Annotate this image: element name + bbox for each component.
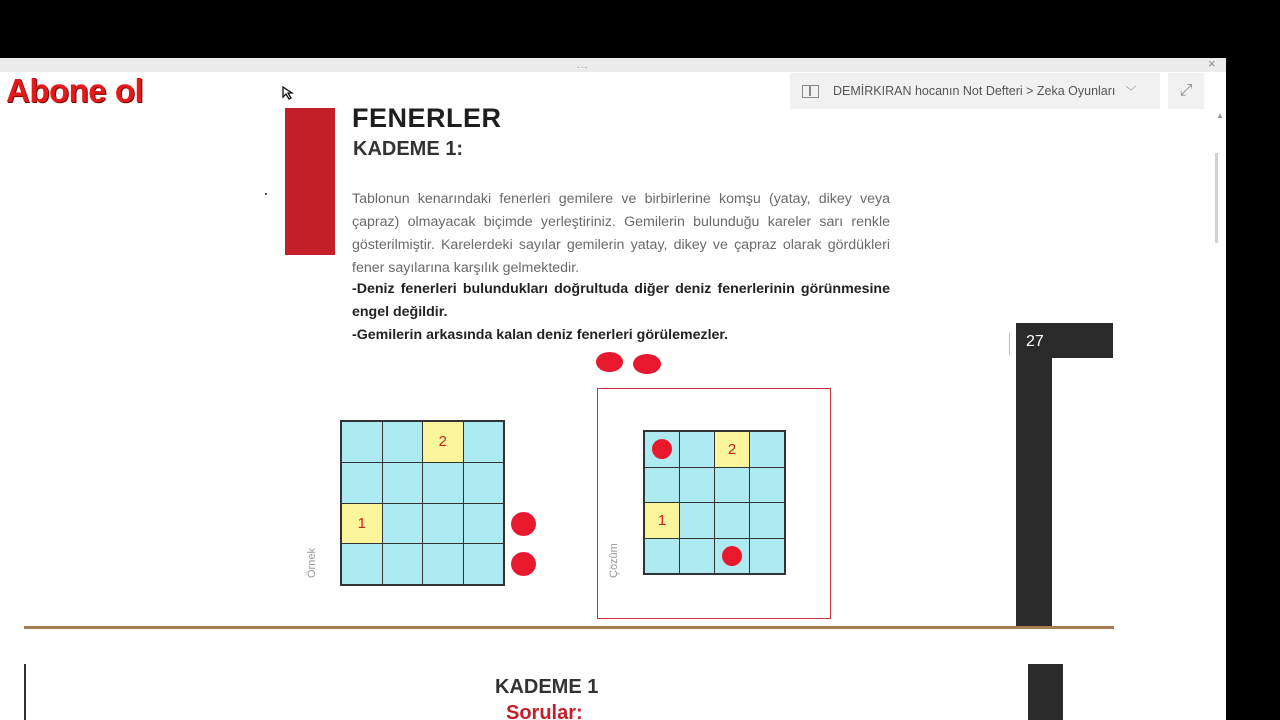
page-tab-stem bbox=[1016, 323, 1052, 628]
grid-cell bbox=[680, 539, 714, 574]
grid-cell bbox=[423, 504, 463, 544]
speck bbox=[265, 193, 267, 195]
grid-cell bbox=[750, 468, 784, 503]
window-top-strip[interactable] bbox=[0, 58, 1226, 72]
grid-cell bbox=[645, 468, 679, 503]
grid-cell bbox=[645, 432, 679, 467]
subscribe-overlay: Abone ol bbox=[6, 72, 144, 109]
grid-cell bbox=[464, 463, 504, 503]
breadcrumb[interactable] bbox=[790, 73, 1160, 109]
ship-cell: 2 bbox=[715, 432, 749, 467]
ship-cell: 1 bbox=[645, 503, 679, 538]
solution-grid bbox=[643, 430, 786, 575]
section-accent-bar bbox=[285, 108, 335, 255]
grid-cell bbox=[715, 503, 749, 538]
grid-cell bbox=[750, 503, 784, 538]
expand-icon[interactable]: ⤢ bbox=[1168, 73, 1204, 109]
page-number: 27 bbox=[1016, 323, 1113, 358]
puzzle-level: KADEME 1: bbox=[353, 138, 464, 160]
lighthouse-marker bbox=[722, 546, 742, 566]
puzzle-description: Tablonun kenarındaki fenerleri gemilere ve birbirlerine komşu (yatay, dikey veya çapraz) olmayacak biçimde yerleştiriniz. Gemilerin bulunduğu kareler sarı renkle gösterilmiştir. Karelerdeki sayılar gemilerin yatay, dikey ve çapraz olarak gördükleri fener sayılarına karşılık gelmektedir. bbox=[352, 191, 890, 276]
rule-2: -Gemilerin arkasında kalan deniz fenerleri görülemezler. bbox=[352, 327, 729, 343]
lighthouse-token[interactable] bbox=[511, 552, 536, 576]
grid-cell bbox=[342, 544, 382, 584]
lighthouse-marker bbox=[652, 439, 672, 459]
breadcrumb-text: DEMİRKIRAN hocanın Not Defteri > Zeka Oyunları bbox=[833, 84, 1116, 98]
scrollbar-thumb[interactable] bbox=[1215, 153, 1218, 243]
grid-cell bbox=[342, 463, 382, 503]
solution-label: Çözüm bbox=[608, 543, 620, 578]
drag-grip-icon[interactable]: ... bbox=[577, 60, 589, 71]
rule-1: -Deniz fenerleri bulundukları doğrultuda diğer deniz fenerlerinin görünmesine engel değildir. bbox=[352, 281, 890, 320]
grid-cell bbox=[342, 422, 382, 462]
grid-cell bbox=[383, 463, 423, 503]
grid-cell bbox=[680, 503, 714, 538]
next-section-level: KADEME 1 bbox=[495, 676, 599, 698]
top-letterbox bbox=[0, 0, 1280, 58]
grid-cell bbox=[383, 544, 423, 584]
right-letterbox bbox=[1226, 58, 1280, 720]
notebook-page bbox=[0, 58, 1226, 720]
divider bbox=[1009, 333, 1010, 355]
grid-cell bbox=[383, 422, 423, 462]
page-tab-stem-lower bbox=[1028, 664, 1063, 720]
mouse-cursor-icon bbox=[282, 86, 294, 105]
example-grid bbox=[340, 420, 505, 586]
notebook-icon bbox=[802, 85, 819, 98]
ship-cell: 1 bbox=[342, 504, 382, 544]
grid-cell bbox=[715, 539, 749, 574]
next-section-questions: Sorular: bbox=[506, 702, 583, 720]
lighthouse-token[interactable] bbox=[633, 354, 661, 374]
puzzle-title: FENERLER bbox=[352, 103, 502, 133]
grid-cell bbox=[464, 504, 504, 544]
scroll-up-icon[interactable]: ▲ bbox=[1216, 111, 1224, 120]
grid-cell bbox=[750, 432, 784, 467]
grid-cell bbox=[750, 539, 784, 574]
example-label: Örnek bbox=[306, 548, 318, 578]
section-divider bbox=[24, 626, 1114, 629]
grid-cell bbox=[680, 468, 714, 503]
lighthouse-token[interactable] bbox=[596, 352, 623, 372]
grid-cell bbox=[383, 504, 423, 544]
grid-cell bbox=[464, 544, 504, 584]
grid-cell bbox=[423, 463, 463, 503]
grid-cell bbox=[645, 539, 679, 574]
grid-cell bbox=[715, 468, 749, 503]
margin-line bbox=[24, 664, 26, 720]
close-icon[interactable]: × bbox=[1208, 58, 1216, 71]
ship-cell: 2 bbox=[423, 422, 463, 462]
lighthouse-token[interactable] bbox=[511, 512, 536, 536]
grid-cell bbox=[464, 422, 504, 462]
grid-cell bbox=[680, 432, 714, 467]
grid-cell bbox=[423, 544, 463, 584]
chevron-down-icon[interactable]: ﹀ bbox=[1125, 86, 1137, 98]
